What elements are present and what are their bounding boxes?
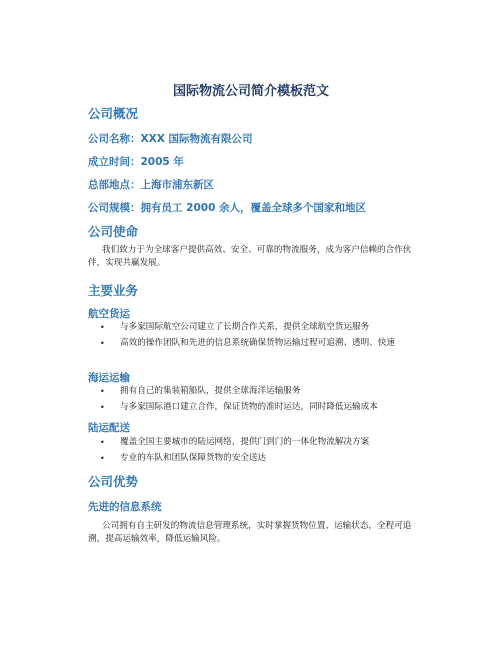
field-company-name: 公司名称：XXX 国际物流有限公司	[88, 133, 253, 145]
info-system-paragraph: 公司拥有自主研发的物流信息管理系统，实时掌握货物位置、运输状态，全程可追溯，提高运输效率，降低运输风险。	[88, 521, 412, 544]
bullet-icon: •	[100, 387, 105, 396]
land-delivery-list	[88, 436, 436, 468]
list-item: • 覆盖全国主要城市的陆运网络，提供门到门的一体化物流解决方案	[100, 437, 370, 447]
list-item: • 高效的操作团队和先进的信息系统确保货物运输过程可追溯、透明、快速	[100, 338, 396, 348]
bullet-icon: •	[100, 323, 105, 332]
heading-air-freight: 航空货运	[88, 308, 130, 320]
bullet-icon: •	[100, 454, 105, 463]
mission-paragraph: 我们致力于为全球客户提供高效、安全、可靠的物流服务，成为客户信赖的合作伙伴，实现共赢发展。	[88, 245, 412, 268]
list-item: • 与多家国际港口建立合作，保证货物的准时运达，同时降低运输成本	[100, 402, 378, 412]
air-freight-list	[88, 321, 436, 353]
document-title: 国际物流公司简介模板范文	[172, 84, 329, 99]
heading-company-advantages: 公司优势	[88, 474, 139, 489]
field-company-scale: 公司规模：拥有员工 2000 余人，覆盖全球多个国家和地区	[88, 202, 367, 214]
sea-freight-list	[88, 385, 436, 417]
heading-company-mission: 公司使命	[88, 224, 139, 239]
heading-company-overview: 公司概况	[88, 106, 139, 121]
heading-sea-freight: 海运运输	[88, 372, 130, 384]
field-founded: 成立时间：2005 年	[88, 156, 184, 168]
heading-info-system: 先进的信息系统	[88, 501, 162, 513]
list-item: • 专业的车队和团队保障货物的安全送达	[100, 453, 267, 463]
bullet-icon: •	[100, 339, 105, 348]
bullet-icon: •	[100, 403, 105, 412]
list-item: • 与多家国际航空公司建立了长期合作关系，提供全球航空货运服务	[100, 322, 370, 332]
field-headquarters: 总部地点：上海市浦东新区	[88, 179, 214, 191]
heading-main-business: 主要业务	[88, 283, 139, 298]
list-item: • 拥有自己的集装箱船队，提供全球海洋运输服务	[100, 386, 301, 396]
bullet-icon: •	[100, 438, 105, 447]
heading-land-delivery: 陆运配送	[88, 422, 130, 434]
